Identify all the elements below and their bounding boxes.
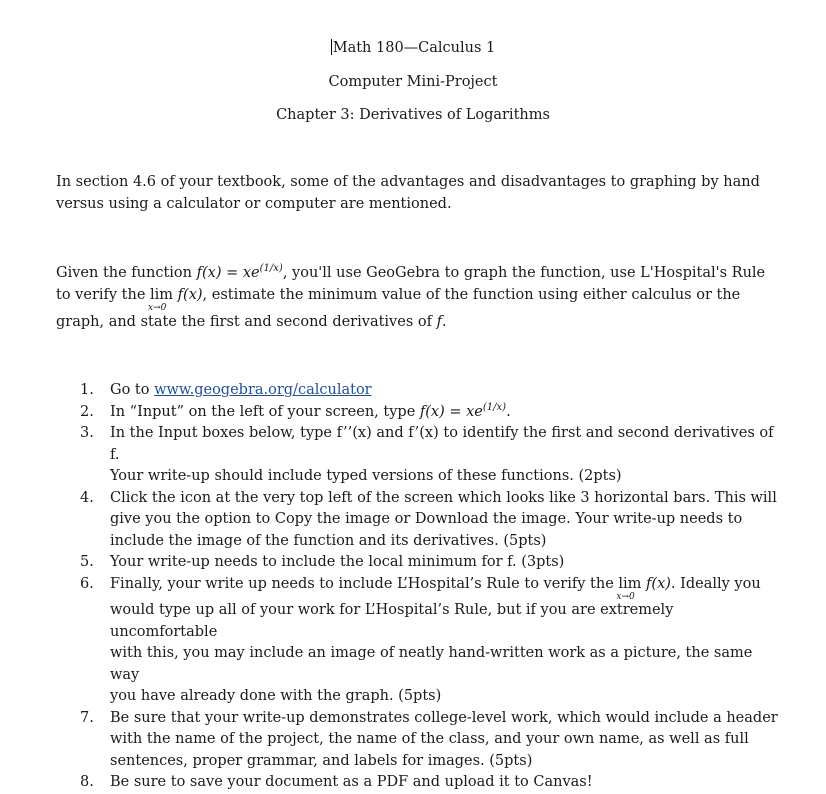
step2-end: .: [506, 403, 511, 420]
step6-line4: you have already done with the graph. (5pts): [110, 688, 442, 704]
step6-b: . Ideally you: [670, 575, 761, 592]
list-item-1: [80, 380, 780, 402]
step2-func: f(x) = xe: [419, 403, 483, 420]
list-number: 1.: [80, 382, 94, 398]
step3-line2: Your write-up should include typed versions of these functions. (2pts): [110, 468, 622, 484]
step6-line1: [110, 574, 780, 602]
given-line-3: [56, 312, 776, 334]
list-item-8: [80, 772, 780, 794]
intro-paragraph: In section 4.6 of your textbook, some of the advantages and disadvantages to graphing by hand versus using a calculator or computer are mentioned.: [56, 174, 760, 212]
list-number: 6.: [80, 575, 94, 592]
text-cursor: [331, 39, 332, 55]
lim-text: lim: [150, 286, 174, 303]
step7-line2: with the name of the project, the name of the class, and your own name, as well as full: [110, 731, 749, 747]
course-title-text: Math 180—Calculus 1: [332, 40, 496, 56]
step3-line1: In the Input boxes below, type f’’(x) and f’(x) to identify the first and second derivatives of f.: [110, 425, 774, 463]
project-title: Computer Mini-Project: [328, 74, 498, 90]
given-lead: Given the function: [56, 265, 197, 281]
lim-expr: f(x): [646, 575, 671, 592]
limit-expression: [148, 286, 174, 313]
step2-exponent: (1/x): [482, 401, 507, 413]
given-paragraph: [56, 263, 776, 334]
step6-a: Finally, your write up needs to include L’Hospital’s Rule to verify the: [110, 575, 619, 592]
step6-line3: with this, you may include an image of neatly hand-written work as a picture, the same way: [110, 645, 753, 683]
step4-line1: Click the icon at the very top left of the screen which looks like 3 horizontal bars. This will: [110, 489, 777, 506]
course-title: [0, 39, 826, 57]
given-line2-a: to verify the: [56, 286, 151, 303]
step8-text: Be sure to save your document as a PDF and upload it to Canvas!: [110, 774, 593, 790]
step7-line3: sentences, proper grammar, and labels for images. (5pts): [110, 752, 533, 769]
step2-lead: In “Input” on the left of your screen, type: [110, 403, 420, 420]
lim-text: lim: [618, 575, 642, 592]
list-item-2: [80, 402, 780, 424]
list-item-5: [80, 552, 780, 574]
func-e: e: [251, 265, 260, 281]
list-item-4: [80, 488, 780, 553]
step4-line3: include the image of the function and its derivatives. (5pts): [110, 532, 547, 549]
step1-lead: Go to: [110, 382, 155, 398]
list-number: 3.: [80, 425, 94, 441]
list-number: 2.: [80, 403, 94, 420]
list-number: 8.: [80, 774, 94, 790]
func-exponent: (1/x): [259, 263, 283, 274]
list-number: 7.: [80, 709, 94, 726]
f-symbol: f: [436, 314, 442, 330]
list-item-7: [80, 708, 780, 773]
list-number: 4.: [80, 489, 94, 506]
list-number: 5.: [80, 554, 94, 570]
func-mid: (x) = x: [201, 265, 252, 281]
list-item-3: [80, 423, 780, 488]
given-line-1: [56, 263, 776, 285]
given-line3: graph, and state the first and second derivatives of: [56, 314, 437, 330]
limit-expression: [616, 575, 642, 602]
func-symbol: f: [196, 265, 202, 281]
list-item-6: [80, 574, 780, 708]
lim-subscript: x→0: [616, 591, 635, 602]
step7-line1: Be sure that your write-up demonstrates college-level work, which would include a header: [110, 709, 778, 726]
chapter-title: Chapter 3: Derivatives of Logarithms: [276, 107, 550, 123]
given-line2-b: , estimate the minimum value of the function using either calculus or the: [202, 286, 741, 303]
steps-list: [80, 380, 780, 794]
given-after-func: , you'll use GeoGebra to graph the function, use L'Hospital's Rule: [282, 265, 766, 281]
given-line-2: [56, 285, 776, 313]
lim-subscript: x→0: [148, 302, 167, 313]
given-period: .: [441, 314, 447, 330]
geogebra-link[interactable]: www.geogebra.org/calculator: [154, 382, 372, 398]
step5-text: Your write-up needs to include the local minimum for f. (3pts): [110, 554, 565, 570]
step6-line2: would type up all of your work for L’Hospital’s Rule, but if you are extremely uncomfortable: [110, 602, 674, 640]
step4-line2: give you the option to Copy the image or Download the image. Your write-up needs to: [110, 511, 743, 527]
lim-expr: f(x): [177, 286, 203, 303]
